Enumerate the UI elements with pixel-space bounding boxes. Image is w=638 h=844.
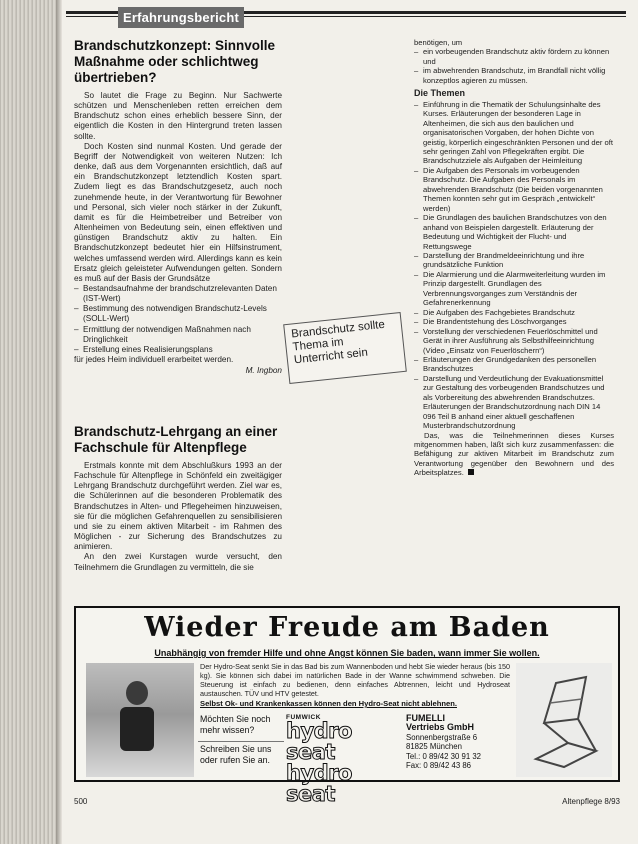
bathing-woman-photo	[86, 663, 194, 777]
list-item: – im abwehrenden Brandschutz, im Brandfall nicht völlig konzeptlos agieren zu müssen.	[414, 66, 614, 85]
list-item: – Erläuterungen der Grundgedanken des personellen Brandschutzes	[414, 355, 614, 374]
list-item: – Die Aufgaben des Fachgebietes Brandschutz	[414, 308, 614, 317]
ad-headline: Wieder Freude am Baden	[144, 612, 550, 643]
section-tab: Erfahrungsbericht	[118, 7, 244, 28]
hydro-seat-logo	[286, 714, 382, 806]
book-spine	[0, 0, 62, 844]
list-item: – Ermittlung der notwendigen Maßnahmen nach Dringlichkeit	[74, 325, 282, 345]
company-name: FUMELLI	[406, 713, 445, 723]
ad-question: Möchten Sie noch mehr wissen?	[200, 714, 271, 735]
logo-wordmark: hydro seat	[286, 761, 352, 806]
themes-heading: Die Themen	[414, 88, 466, 99]
list-item: – ein vorbeugenden Brandschutz aktiv fördern zu können und	[414, 47, 614, 66]
themes-list	[414, 100, 614, 431]
article-1-paragraph-2: Doch Kosten sind nunmal Kosten. Und gerade der Begriff der Notwendigkeit von weiteren Nutzen: Ich denke, daß aus dem Vorgenannten ersichtlich, daß auf ein Brandschutzkonzept letztendlich Kosten spart. Zudem liegt es das Brandschutzgesetz, auch noch zunehmende heute, in der Verantwortung für Bewohner und Personal, sich vieler noch stärker in der Zukunft, damit es für die Heimbetreiber und Betreiber von Altenheimen von Bedeutung sein, einen effektiven und günstigen Brandschutz aktiv zu halten. Ein Brandschutzkonzept bedeutet hier ein Hilfsinstrument, welches umfassend werden wird. Allerdings kann es kein Ersatz gleich geleisteter Aufwendungen gelten. Sondern es muß auf der Basis der Grundsätze	[74, 141, 282, 283]
pull-quote: Brandschutz sollte Thema im Unterricht sein	[283, 312, 407, 384]
ad-subline: Unabhängig von fremder Hilfe und ohne Angst können Sie baden, wann immer Sie wollen.	[154, 648, 540, 658]
ad-body: Der Hydro-Seat senkt Sie in das Bad bis zum Wannenboden und hebt Sie wieder heraus (bis 150 kg). Sie können sich dabei im natürlichen Bade in der Wanne schwimmend schweben. Die Steuerung ist einfach zu bedienen, denn einfaches Abtrennen, leicht und Hydroseat austauschen. TÜV und HTV getestet.	[200, 662, 510, 698]
article-2	[74, 424, 282, 573]
ad-call-to-action: Schreiben Sie uns oder rufen Sie an.	[200, 744, 280, 766]
article-1-title: Brandschutzkonzept: Sinnvolle Maßnahme oder schlichtweg übertrieben?	[74, 38, 276, 85]
article-1-author: M. Ingbon	[245, 366, 282, 376]
journal-issue: Altenpflege 8/93	[562, 797, 620, 806]
goals-list	[414, 47, 614, 85]
list-item: – Vorstellung der verschiedenen Feuerlöschmittel und Gerät in ihrer Ausführung als Selbsthilfeeinrichtung (Video „Einsatz von Feuerlöschern“)	[414, 327, 614, 355]
list-item: – Bestandsaufnahme der brandschutzrelevanten Daten (IST-Wert)	[74, 284, 282, 304]
end-of-article-mark	[468, 469, 474, 475]
closing-paragraph: Das, was die Teilnehmerinnen dieses Kurses mitgenommen haben, läßt sich kurz zusammenfassen: die Befähigung zur aktiven Mitarbeit im Brandschutz zum Verantwortung gegenüber den Bewohnern und des Arbeitsplatzes.	[414, 430, 614, 478]
company-fax: Fax: 0 89/42 43 86	[406, 761, 472, 771]
company-phone: Tel.: 0 89/42 30 91 32	[406, 751, 481, 761]
article-2-paragraph-2: An den zwei Kurstagen wurde versucht, den Teilnehmern die Grundlagen zu vermitteln, die sie	[74, 552, 282, 572]
article-2-continued	[414, 38, 614, 478]
list-item: – Die Brandentstehung des Löschvorganges	[414, 317, 614, 326]
list-item: – Die Aufgaben des Personals im vorbeugenden Brandschutz. Die Aufgaben des Personals im abwehrenden Brandschutz (Die beiden vorgenannten Themen konnten sehr gut im Gespräch „entwickelt“ werden)	[414, 166, 614, 213]
company-name-2: Vertriebs GmbH	[406, 722, 475, 733]
article-2-title: Brandschutz-Lehrgang an einer Fachschule für Altenpflege	[74, 424, 278, 455]
article-1-paragraph-3: für jedes Heim individuell erarbeitet werden.	[74, 355, 234, 365]
article-1-list	[74, 284, 282, 355]
ad-bold-line: Selbst Ok- und Krankenkassen können den Hydro-Seat nicht ablehnen.	[200, 699, 457, 708]
list-item: – Darstellung und Verdeutlichung der Evakuationsmittel zur Gestaltung des vorbeugenden Brandschutzes und als Vorbereitung des abwehrenden Brandschutzes. Erläuterungen der Brandschutzordnung nach DIN 14 096 Teil B anhand einer aktuell geschaffenen Musterbrandschutzordnung	[414, 374, 614, 431]
list-item: – Die Grundlagen des baulichen Brandschutzes von den anhand von Beispielen dargestellt. Erläuterung der Bedeutung und Wichtigkeit der Flucht- und Rettungswege	[414, 213, 614, 251]
bath-lift-photo	[516, 663, 612, 777]
list-item: – Die Alarmierung und die Alarmweiterleitung wurden im Prinzip dargestellt. Grundlagen des Verbrennungsvorganges zum Verständnis der Gefahrenerkennung	[414, 270, 614, 308]
company-city: 81825 München	[406, 742, 462, 752]
logo-wordmark: hydro seat	[286, 719, 352, 764]
article-2-paragraph-1: Erstmals konnte mit dem Abschlußkurs 1993 an der Fachschule für Altenpflege in Schönfeld ein zweitägiger Lehrgang Brandschutz durchgeführt werden. Ziel war es, die Schülerinnen auf die besonderen Problematik des Brandschutzes in Alten- und Pflegeheimen hinzuweisen, sie für die möglichen Gefahrenquellen zu sensibilisieren und sie zu einem aktiven Mitarbeit - im Rahmen des Möglichen - zur Sicherung des Brandschutzes zu animieren.	[74, 461, 282, 552]
article-1-paragraph-1: So lautet die Frage zu Beginn. Nur Sachwerte schützen und Menschenleben retten erreichen dem Brandschutz schon eines erheblich bessere Sinn, der eigentlich die Kosten in den Hintergrund treten lassen sollte.	[74, 91, 282, 141]
list-item: – Erstellung eines Realisierungsplans	[74, 345, 282, 355]
bath-lift-icon	[516, 663, 612, 777]
list-item: – Bestimmung des notwendigen Brandschutz-Levels (SOLL-Wert)	[74, 304, 282, 324]
company-street: Sonnenbergstraße 6	[406, 732, 478, 742]
right-intro: benötigen, um	[414, 38, 463, 47]
article-1	[74, 38, 282, 376]
company-address	[406, 714, 506, 770]
list-item: – Einführung in die Thematik der Schulungsinhalte des Kurses. Erläuterungen der besonderen Lage in Altenheimen, die sich aus den baulichen und organisatorischen Vorgaben, der hohen Dichte von geistig, körperlich eingeschränkten Personen und der oft sehr geringen Zahl von Pflegekräften ergibt. Die Brandschutzziele als Aufgaben der Heimleitung	[414, 100, 614, 166]
page-number: 500	[74, 797, 88, 806]
list-item: – Darstellung der Brandmeldeeinrichtung und ihre grundsätzliche Funktion	[414, 251, 614, 270]
logo-brand: FUMWICK	[286, 714, 321, 721]
